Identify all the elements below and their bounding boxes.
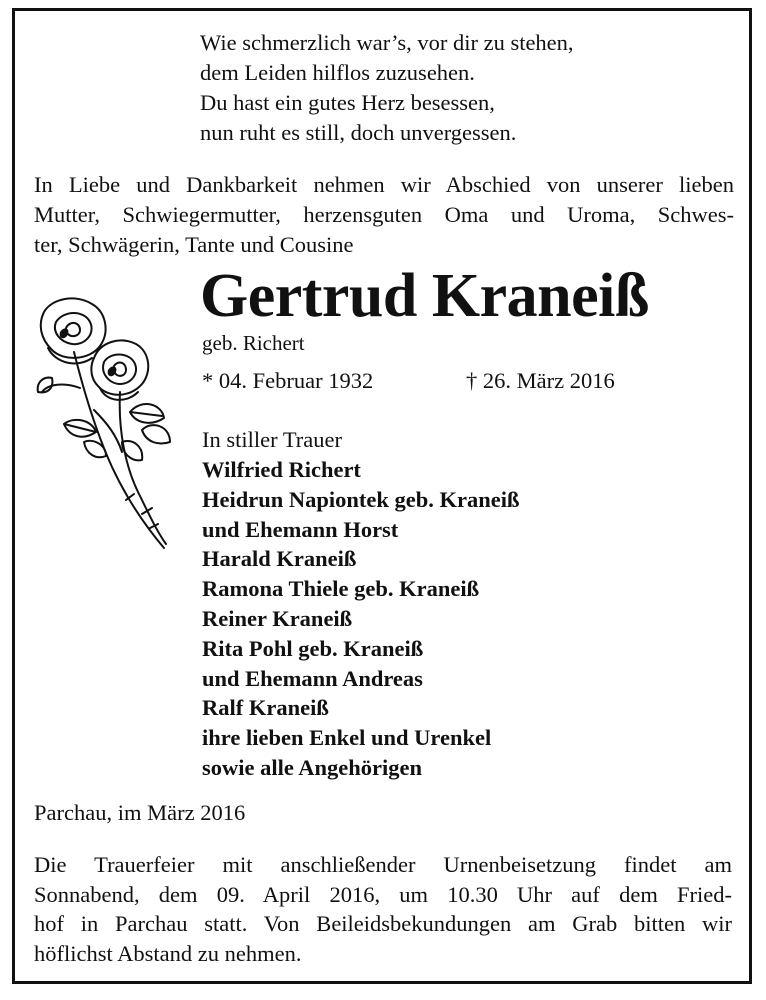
intro-line: Mutter, Schwiegermutter, herzensguten Oma und Uroma, Schwes- — [34, 202, 734, 227]
poem-line: nun ruht es still, doch unvergessen. — [200, 120, 517, 145]
poem-line: Wie schmerzlich war’s, vor dir zu stehen, — [200, 30, 574, 55]
ceremony-text — [34, 850, 732, 968]
mourner-line: sowie alle Angehörigen — [202, 754, 422, 780]
mourner-line: und Ehemann Andreas — [202, 665, 423, 691]
death-date: † 26. März 2016 — [466, 368, 615, 393]
mourner-line: und Ehemann Horst — [202, 516, 399, 542]
mourner-line: Harald Kraneiß — [202, 546, 357, 572]
ceremony-line: Die Trauerfeier mit anschließender Urnenbeisetzung findet am — [34, 852, 732, 877]
intro-line: In Liebe und Dankbarkeit nehmen wir Abschied von unserer lieben — [34, 172, 734, 197]
mourner-line: ihre lieben Enkel und Urenkel — [202, 725, 492, 751]
ceremony-line: Sonnabend, dem 09. April 2016, um 10.30 Uhr auf dem Fried- — [34, 881, 732, 907]
mourner-line: Wilfried Richert — [202, 457, 361, 482]
intro-line: ter, Schwägerin, Tante und Cousine — [34, 232, 354, 257]
poem-line: Du hast ein gutes Herz besessen, — [200, 90, 495, 115]
poem-line: dem Leiden hilflos zuzusehen. — [200, 60, 475, 85]
mourners-list — [202, 455, 520, 783]
ceremony-line: höflichst Abstand zu nehmen. — [34, 940, 302, 966]
deceased-name: Gertrud Kraneiß — [200, 262, 649, 330]
mourner-line: Ralf Kraneiß — [202, 695, 329, 721]
mourners-heading: In stiller Trauer — [202, 427, 342, 452]
mourner-line: Ramona Thiele geb. Kraneiß — [202, 576, 480, 602]
poem — [200, 28, 574, 148]
intro-text — [34, 170, 734, 260]
mourner-line: Heidrun Napiontek geb. Kraneiß — [202, 486, 520, 512]
mourner-line: Rita Pohl geb. Kraneiß — [202, 635, 424, 661]
maiden-name: geb. Richert — [202, 331, 305, 355]
place-and-date: Parchau, im März 2016 — [34, 800, 246, 825]
ceremony-line: hof in Parchau statt. Von Beileidsbekundungen am Grab bitten wir — [34, 911, 732, 937]
birth-date: * 04. Februar 1932 — [202, 368, 374, 393]
roses-illustration-icon — [34, 292, 179, 554]
mourner-line: Reiner Kraneiß — [202, 605, 353, 631]
